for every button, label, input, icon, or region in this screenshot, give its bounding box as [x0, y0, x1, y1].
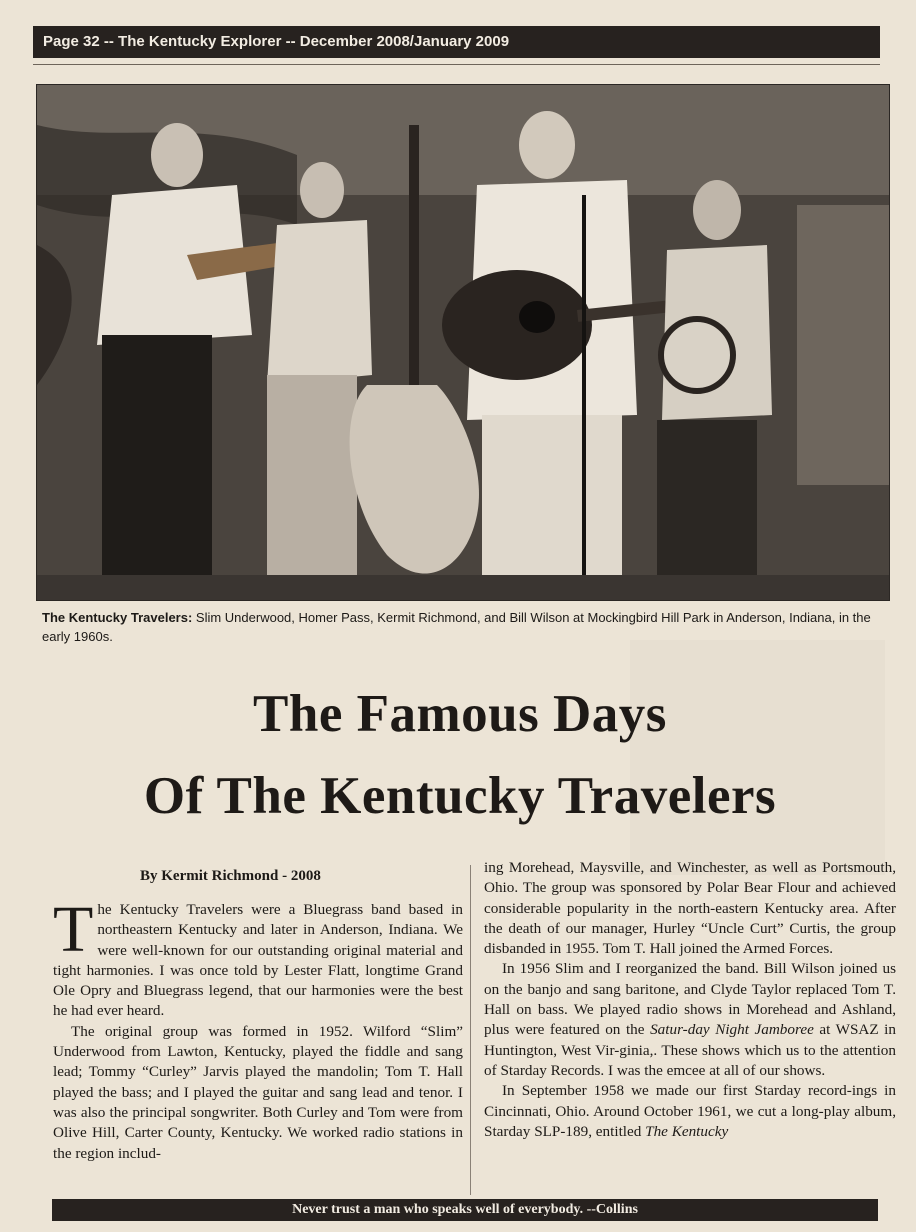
paragraph — [484, 1081, 896, 1142]
article-title-line-2: Of The Kentucky Travelers — [143, 767, 777, 825]
footer-quote: Never trust a man who speaks well of everybody. --Collins — [52, 1199, 878, 1221]
article-title-line-1: The Famous Days — [253, 685, 667, 743]
paragraph-text: he Kentucky Travelers were a Bluegrass band based in northeastern Kentucky and later in Anderson, Indiana. We were well-known for our outstanding original material and tight harmonies. I was once told by Lester Flatt, longtime Grand Ole Opry and Bluegrass legend, that our harmonies were the best he had ever heard. — [53, 901, 463, 1020]
band-photo — [36, 84, 890, 601]
paragraph-text: In September 1958 we made our first Starday record-ings in Cincinnati, Ohio. Around October 1961, we cut a long-play album, Starday SLP-189, entitled — [484, 1082, 896, 1140]
show-title: Satur-day Night Jamboree — [650, 1021, 814, 1039]
article-column-2 — [484, 858, 896, 1142]
byline: By Kermit Richmond - 2008 — [140, 868, 321, 884]
paragraph-text: In 1956 Slim and I reorganized the band. Bill Wilson joined us on the banjo and sang baritone, and Clyde Taylor replaced Tom T. Hall on bass. We played radio shows in Morehead and Ashland, plus were featured on the — [484, 960, 896, 1039]
caption-text: Slim Underwood, Homer Pass, Kermit Richmond, and Bill Wilson at Mockingbird Hill Park in Anderson, Indiana, in the early 1960s. — [42, 610, 871, 644]
paragraph: The original group was formed in 1952. Wilford “Slim” Underwood from Lawton, Kentucky, played the fiddle and sang lead; Tommy “Curley” Jarvis played the mandolin; Tom T. Hall played the bass; and I played the guitar and sang lead and tenor. I was also the principal songwriter. Both Curley and Tom were from Olive Hill, Carter County, Kentucky. We worked radio stations in the region includ- — [53, 1022, 463, 1162]
paragraph — [53, 893, 463, 1022]
paragraph: ing Morehead, Maysville, and Winchester, as well as Portsmouth, Ohio. The group was sponsored by Polar Bear Flour and achieved considerable popularity in the north-eastern Kentucky area. After the death of our manager, Hurley “Uncle Curt” Curtis, the group disbanded in 1955. Tom T. Hall joined the Armed Forces. — [484, 859, 896, 958]
article-column-1 — [53, 893, 463, 1164]
drop-cap: T — [53, 893, 94, 966]
band-photo-illustration — [37, 85, 889, 600]
header-rule — [33, 64, 880, 65]
album-title: The Kentucky — [645, 1122, 729, 1140]
running-head: Page 32 -- The Kentucky Explorer -- December 2008/January 2009 — [33, 26, 880, 58]
paragraph — [484, 959, 896, 1081]
caption-lead: The Kentucky Travelers: — [42, 610, 193, 625]
paragraph-text: at WSAZ in Huntington, West Vir-ginia,. These shows which us to the attention of Starday Records. I was the emcee at all of our shows. — [484, 1021, 896, 1079]
column-divider — [470, 865, 471, 1195]
bleed-through-shade — [630, 640, 885, 875]
